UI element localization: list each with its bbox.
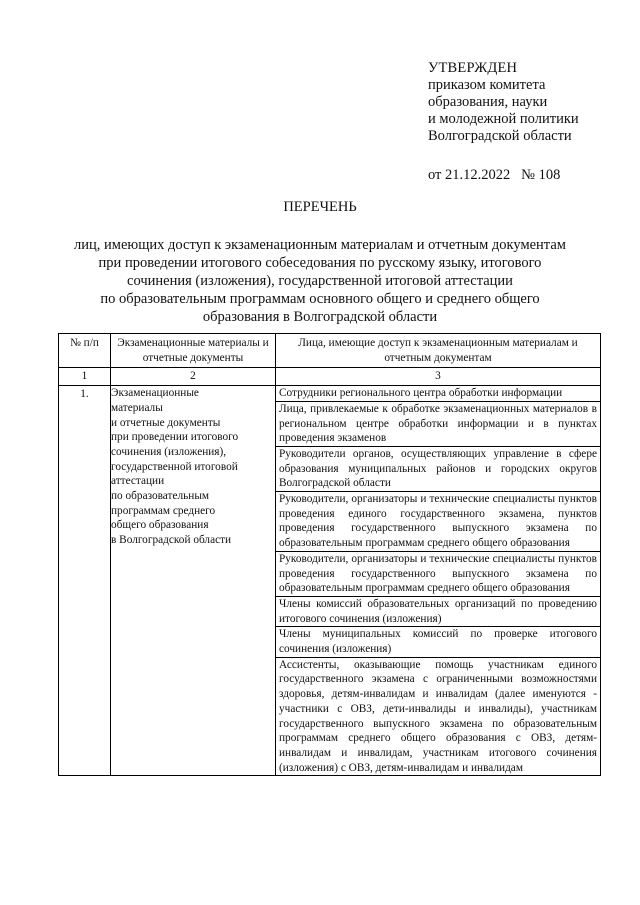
category-line: государственной итоговой	[111, 460, 238, 473]
header-persons: Лица, имеющие доступ к экзаменационным материалам и отчетным документам	[276, 334, 601, 368]
document-title: ПЕРЕЧЕНЬ	[283, 199, 357, 215]
category-line: в Волгоградской области	[111, 534, 232, 547]
approval-line: и молодежной политики	[428, 111, 579, 127]
table-colnum-row	[59, 368, 601, 386]
row-category	[111, 386, 276, 776]
person-item: Лица, привлекаемые к обработке экзаменационных материалов в региональном центре обработки информации и в пунктах проведения экзаменов	[276, 402, 600, 447]
approval-line: Волгоградской области	[428, 128, 572, 144]
category-line: сочинения (изложения),	[111, 445, 227, 458]
row-number: 1.	[59, 386, 111, 776]
approval-line: приказом комитета	[428, 77, 546, 93]
colnum-3: 3	[276, 368, 601, 386]
subtitle-line: лиц, имеющих доступ к экзаменационным материалам и отчетным документам	[74, 237, 566, 253]
person-item: Ассистенты, оказывающие помощь участникам единого государственного экзамена с ограниченными возможностями здоровья, детям-инвалидам и инвалидам (далее именуются - участники с ОВЗ, дети-инвалиды и инвалиды), участникам государственного выпускного экзамена по образовательным программам среднего общего образования с ОВЗ, детям-инвалидам и инвалидам, участникам итогового сочинения (изложения) с ОВЗ, детям-инвалидам и инвалидам	[279, 658, 597, 774]
category-line: Экзаменационные	[111, 387, 199, 400]
header-num: № п/п	[59, 334, 111, 368]
approval-title: УТВЕРЖДЕН	[428, 60, 518, 76]
approval-date: от 21.12.2022 № 108	[428, 167, 561, 183]
person-item: Сотрудники регионального центра обработки информации	[276, 386, 600, 402]
table-header-row	[59, 334, 601, 368]
approval-line: образования, науки	[428, 94, 548, 110]
category-line: при проведении итогового	[111, 431, 239, 444]
subtitle-line: сочинения (изложения), государственной итоговой аттестации	[127, 273, 513, 289]
person-item: Руководители, организаторы и технические специалисты пунктов проведения государственного выпускного экзамена по образовательным программам среднего общего образования	[276, 552, 600, 597]
category-line: и отчетные документы	[111, 416, 221, 429]
category-line: аттестации	[111, 475, 165, 488]
colnum-2: 2	[111, 368, 276, 386]
row-persons	[276, 386, 601, 776]
access-table	[58, 333, 601, 776]
person-item: Члены комиссий образовательных организаций по проведению итогового сочинения (изложения)	[276, 597, 600, 627]
document-subtitle	[60, 236, 580, 326]
category-line: программам среднего	[111, 504, 216, 517]
person-item: Члены муниципальных комиссий по проверке итогового сочинения (изложения)	[276, 627, 600, 657]
subtitle-line: по образовательным программам основного общего и среднего общего	[100, 291, 540, 307]
person-item: Руководители органов, осуществляющих управление в сфере образования муниципальных районов и городских округов Волгоградской области	[276, 447, 600, 492]
category-line: общего образования	[111, 519, 209, 532]
subtitle-line: образования в Волгоградской области	[202, 309, 438, 325]
category-line: по образовательным	[111, 490, 210, 503]
colnum-1: 1	[59, 368, 111, 386]
header-materials: Экзаменационные материалы и отчетные документы	[111, 334, 276, 368]
table-row	[59, 386, 601, 776]
person-item: Руководители, организаторы и технические специалисты пунктов проведения единого государственного экзамена, пунктов проведения государственного выпускного экзамена по образовательным программам среднего общего образования	[276, 492, 600, 552]
category-line: материалы	[111, 401, 163, 414]
approval-stamp	[428, 60, 579, 184]
subtitle-line: при проведении итогового собеседования по русскому языку, итогового	[98, 255, 542, 271]
